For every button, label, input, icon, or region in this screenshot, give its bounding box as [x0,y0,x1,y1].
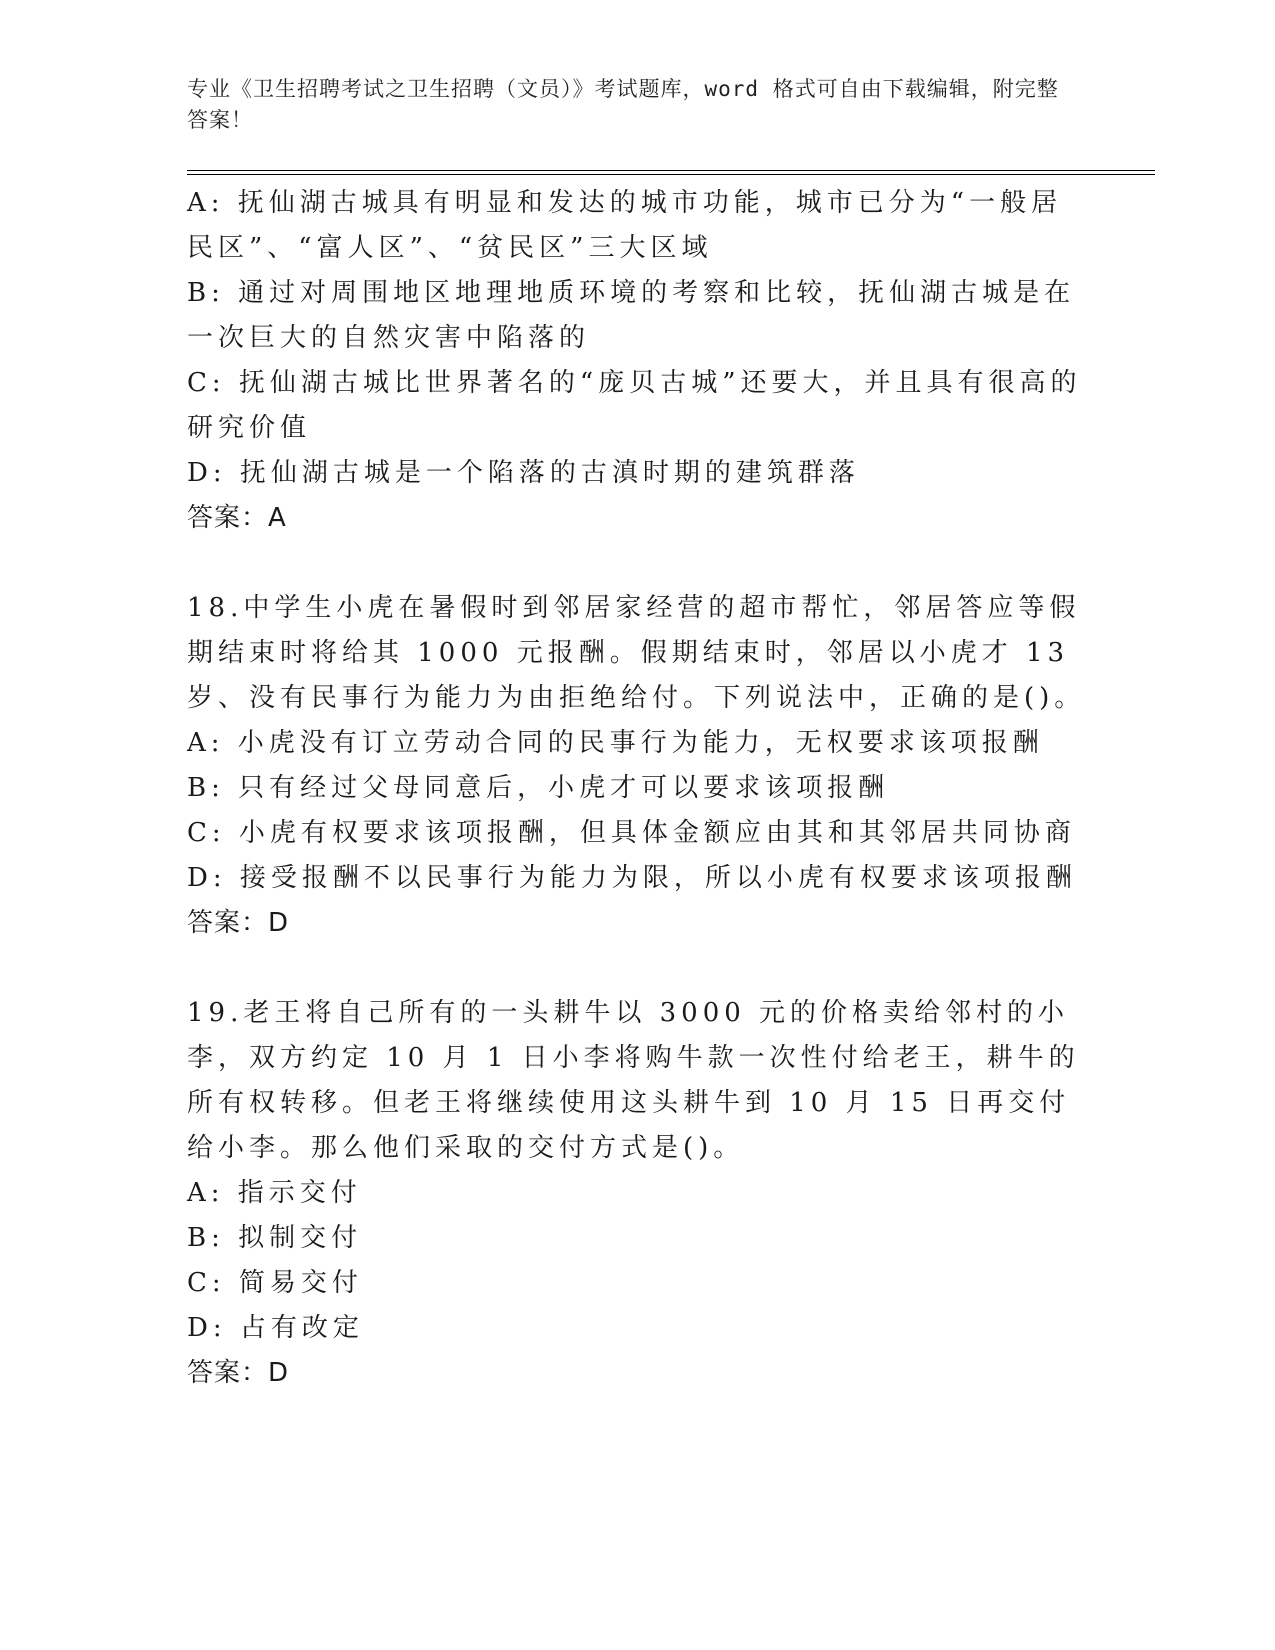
option-d: D: 占有改定 [187,1313,364,1343]
question-text: 19.老王将自己所有的一头耕牛以 3000 元的价格卖给邻村的小李，双方约定 10 月 1 日小李将购牛款一次性付给老王，耕牛的所有权转移。但老王将继续使用这头耕牛到 10 月 15 日再交付给小李。那么他们采取的交付方式是()。 [187,998,1080,1163]
option-d: D: 抚仙湖古城是一个陷落的古滇时期的建筑群落 [187,458,860,488]
question-17-continuation [187,181,1087,541]
option-c: C: 小虎有权要求该项报酬，但具体金额应由其和其邻居共同协商 [187,818,1076,848]
header-divider [187,170,1155,175]
answer-label: 答案：D [187,1358,290,1388]
document-page [187,74,1167,1396]
answer-label: 答案：D [187,908,290,938]
question-19 [187,991,1087,1396]
option-b: B: 通过对周围地区地理地质环境的考察和比较，抚仙湖古城是在一次巨大的自然灾害中陷落的 [187,278,1076,353]
document-header: 专业《卫生招聘考试之卫生招聘（文员）》考试题库，word 格式可自由下载编辑，附完整答案！ [187,77,1059,132]
question-18 [187,586,1087,946]
option-d: D: 接受报酬不以民事行为能力为限，所以小虎有权要求该项报酬 [187,863,1077,893]
option-a: A: 指示交付 [187,1178,362,1208]
document-body [187,181,1087,1396]
option-c: C: 抚仙湖古城比世界著名的“庞贝古城”还要大，并且具有很高的研究价值 [187,368,1082,443]
option-b: B: 只有经过父母同意后，小虎才可以要求该项报酬 [187,773,890,803]
spacer [187,541,1087,586]
option-a: A: 小虎没有订立劳动合同的民事行为能力，无权要求该项报酬 [187,728,1044,758]
option-a: A: 抚仙湖古城具有明显和发达的城市功能，城市已分为“一般居民区”、“富人区”、“贫民区”三大区域 [187,188,1063,263]
option-b: B: 拟制交付 [187,1223,363,1253]
option-c: C: 简易交付 [187,1268,363,1298]
spacer [187,946,1087,991]
answer-label: 答案：A [187,503,287,533]
question-text: 18.中学生小虎在暑假时到邻居家经营的超市帮忙，邻居答应等假期结束时将给其 1000 元报酬。假期结束时，邻居以小虎才 13 岁、没有民事行为能力为由拒绝给付。下列说法中，正确的是()。 [187,593,1086,713]
